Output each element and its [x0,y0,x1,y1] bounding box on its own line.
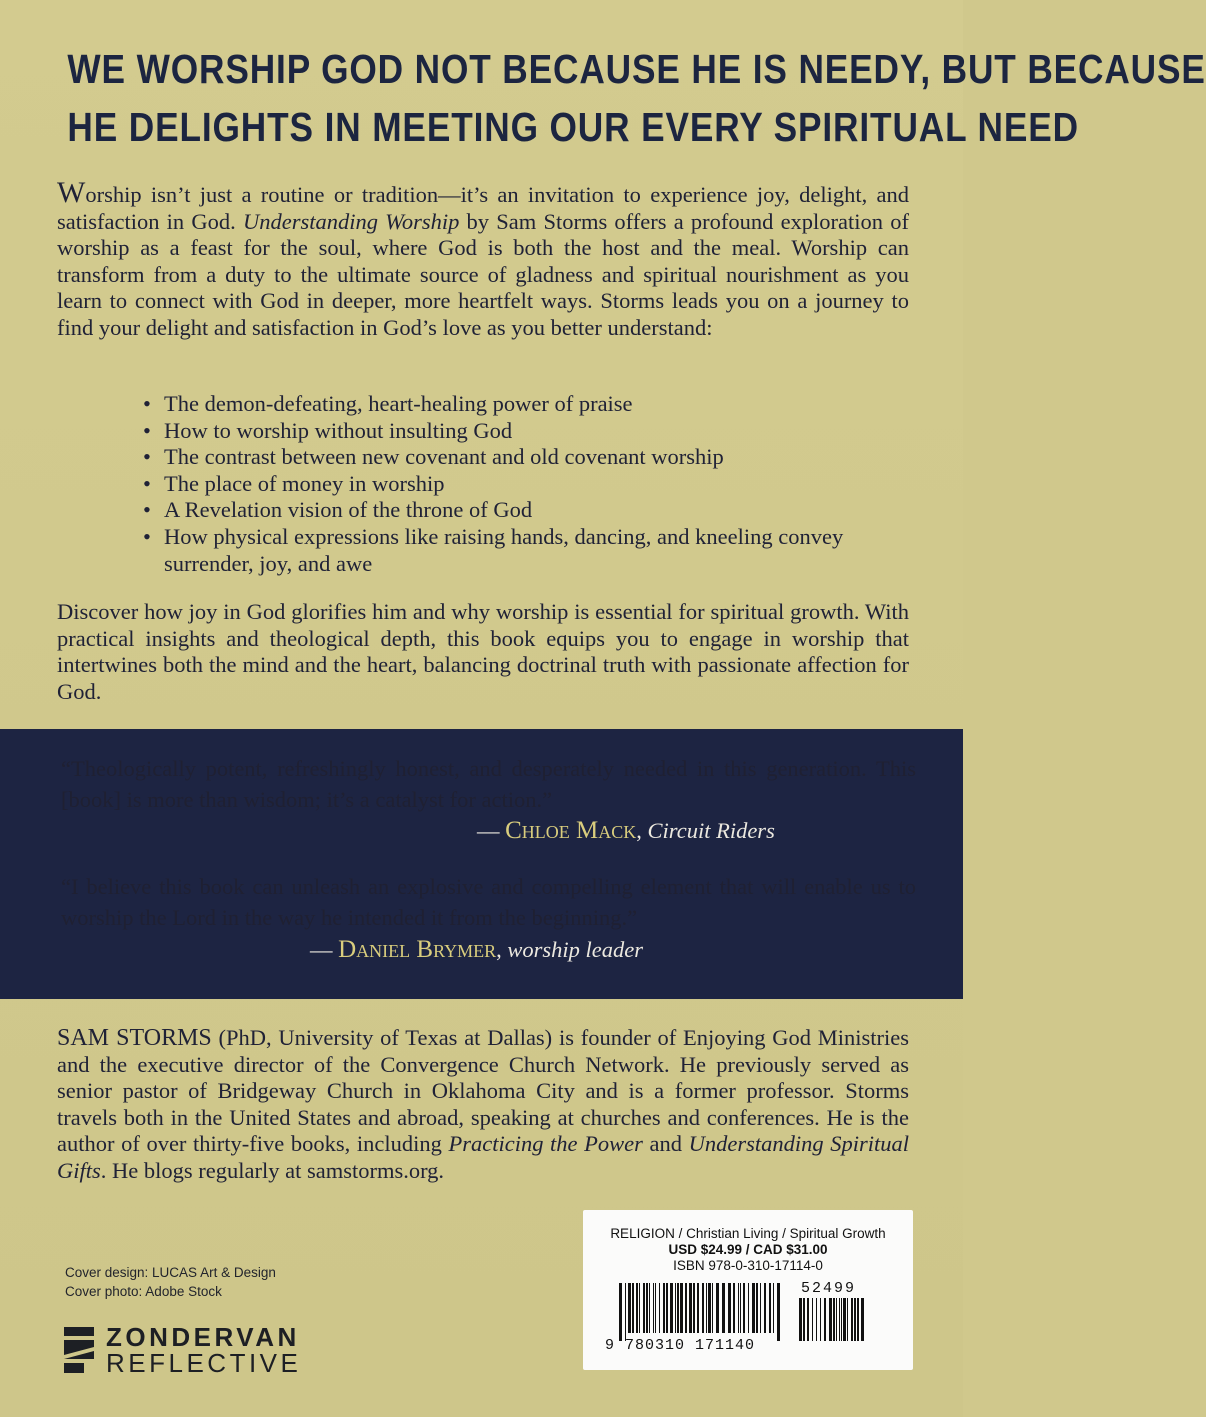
intro-text-2: by Sam Storms offers a profound exploration of worship as a feast for the soul, where God is both the host and the meal. Worship can transform from a duty to the ultimate source of gladness and spiritual nourishment as you learn to connect with God in deeper, more heartfelt ways. Storms leads you on a journey to find your delight and satisfaction in God’s love as you better understand: [57,208,909,340]
barcode-bar [773,1283,774,1333]
barcode-bar [847,1298,848,1341]
bullet-dot-icon: • [143,444,151,470]
barcode-bar [636,1283,638,1333]
intro-paragraph [57,176,909,342]
barcode-bar [643,1283,645,1333]
list-item-text: A Revelation vision of the throne of God [164,497,533,523]
barcode-bar [857,1298,859,1341]
barcode-bar [841,1298,842,1341]
barcode-bar [689,1283,692,1333]
cover-credits [65,1263,276,1301]
list-item [143,524,913,577]
bio-text-and: and [642,1131,689,1157]
barcode-bar [760,1283,761,1333]
headline-line-2: HE DELIGHTS IN MEETING OUR EVERY SPIRITUAL NEED [67,104,1079,150]
barcode-bar [764,1283,766,1333]
bullet-list [143,391,913,577]
barcode-bar [646,1283,648,1333]
barcode-bar [619,1283,622,1341]
barcode-bar [706,1283,707,1333]
barcode-bar [653,1283,654,1333]
barcode-bar [693,1283,695,1333]
isbn-label: ISBN 978-0-310-17114-0 [673,1258,823,1273]
barcode-bar [675,1283,676,1333]
list-item [143,444,913,471]
bisac-category: RELIGION / Christian Living / Spiritual Growth [610,1226,886,1241]
barcode-bar [839,1298,840,1341]
barcode-bar [777,1283,780,1341]
barcode-bar [659,1283,660,1333]
endorser-role: worship leader [507,937,643,962]
list-item-text: How to worship without insulting God [164,417,513,443]
barcode-bar [812,1298,813,1341]
author-name: SAM STORMS [57,1025,212,1051]
barcode-bar [712,1283,713,1333]
zondervan-mark-icon [64,1327,94,1375]
barcode-bar [670,1283,673,1333]
barcode-bar [854,1298,856,1341]
bullet-dot-icon: • [143,391,151,416]
price-addon-number: 52499 [801,1280,857,1297]
headline [67,40,1206,156]
barcode-bar [836,1298,837,1341]
publisher-imprint: REFLECTIVE [106,1348,302,1378]
barcode-sticker [583,1210,913,1370]
barcode-bar [722,1283,725,1333]
barcode-bar [702,1283,704,1333]
barcode-bar [632,1283,634,1333]
barcode-bar [748,1283,749,1333]
barcode-bar [625,1283,626,1341]
barcode-bar [666,1283,668,1333]
list-item [143,497,913,524]
bio-book-1: Practicing the Power [448,1131,643,1157]
barcode-bar [685,1283,687,1333]
barcode-bar [649,1283,650,1333]
endorser-name: Chloe Mack [505,817,637,844]
bullet-dot-icon: • [143,497,151,523]
barcode-bar [803,1298,805,1341]
barcode-bar [740,1283,741,1333]
barcode-bar [738,1283,739,1333]
barcode-bar [752,1283,755,1333]
discover-paragraph: Discover how joy in God glorifies him and why worship is essential for spiritual growth. With practical insights and theological depth, this book equips you to engage in worship that intertwines both the mind and the heart, balancing doctrinal truth with passionate affection for God. [57,599,909,704]
barcode-bar [843,1298,846,1341]
bio-book-2: Understanding Spiritual Gifts [57,1131,909,1183]
attribution-separator: , [496,937,508,962]
endorser-role: Circuit Riders [647,818,775,843]
publisher-name: ZONDERVAN [106,1322,300,1352]
cover-photo-credit: Cover photo: Adobe Stock [65,1284,222,1299]
barcode-bar [769,1283,771,1333]
barcode-digits: 9 780310 171140 [605,1337,756,1354]
barcode-bar [733,1283,735,1333]
endorser-name: Daniel Brymer [338,936,497,963]
barcode-bar [716,1283,719,1333]
list-item-text: The place of money in worship [164,470,445,496]
list-item-text: The demon-defeating, heart-healing power of praise [164,391,633,416]
list-item [143,471,913,498]
barcode-bar [851,1298,853,1341]
intro-dropcap: W [57,176,86,209]
intro-book-title: Understanding Worship [242,208,460,234]
bullet-dot-icon: • [143,470,151,496]
headline-line-1: WE WORSHIP GOD NOT BECAUSE HE IS NEEDY, BUT BECAUSE [67,46,1206,92]
barcode-bar [628,1283,631,1333]
barcode-bar [655,1283,656,1333]
list-item [143,391,913,418]
attribution-separator: , [636,818,648,843]
attribution-dash: — [310,937,339,962]
endorsement-quote-1: “Theologically potent, refreshingly honest, and desperately needed in this generation. This [book] is more than wisdom; it’s a catalyst for action.” [61,756,916,812]
bullet-dot-icon: • [143,417,151,443]
author-bio [57,1025,909,1185]
barcode-bar [829,1298,832,1341]
bio-text-1: (PhD, University of Texas at Dallas) is founder of Enjoying God Ministries and the executive director of the Convergence Church Network. He previously served as senior pastor of Bridgeway Church in Oklahoma City and is a former professor. Storms travels both in the United States and abroad, speaking at churches and conferences. He is the author of over thirty-five books, including [57,1025,909,1157]
barcode-bar [743,1283,745,1333]
bullet-dot-icon: • [143,523,151,549]
endorsement-attribution-1 [477,817,775,845]
list-item-text: How physical expressions like raising hands, dancing, and kneeling convey surrender, joy, and awe [164,523,844,576]
barcode-bar [756,1283,758,1333]
barcode-bar [861,1298,864,1341]
attribution-dash: — [477,818,506,843]
barcode-bar [824,1298,826,1341]
barcode-bar [816,1298,817,1341]
barcode-bar [639,1283,640,1333]
list-item-text: The contrast between new covenant and old covenant worship [164,444,724,470]
barcode-bar [677,1283,679,1333]
bio-text-2: . He blogs regularly at samstorms.org. [100,1157,445,1183]
barcode-bar [708,1283,711,1333]
cover-design-credit: Cover design: LUCAS Art & Design [65,1265,276,1280]
endorsement-quote-2: “I believe this book can unleash an explosive and compelling element that will enable us to worship the Lord in the way he intended it from the beginning.” [61,874,916,930]
barcode-bar [728,1283,731,1333]
endorsement-attribution-2 [310,936,643,964]
barcode-bar [680,1283,683,1333]
price-label: USD $24.99 / CAD $31.00 [668,1242,828,1257]
barcode-bar [820,1298,821,1341]
barcode-bar [663,1283,665,1333]
barcode-bar [833,1298,835,1341]
list-item [143,418,913,445]
barcode-bar [799,1298,802,1341]
barcode-bar [807,1298,809,1341]
barcode-bar [697,1283,699,1333]
intro-text-1: orship isn’t just a routine or tradition—it’s an invitation to experience joy, delight, and satisfaction in God. [57,182,909,234]
